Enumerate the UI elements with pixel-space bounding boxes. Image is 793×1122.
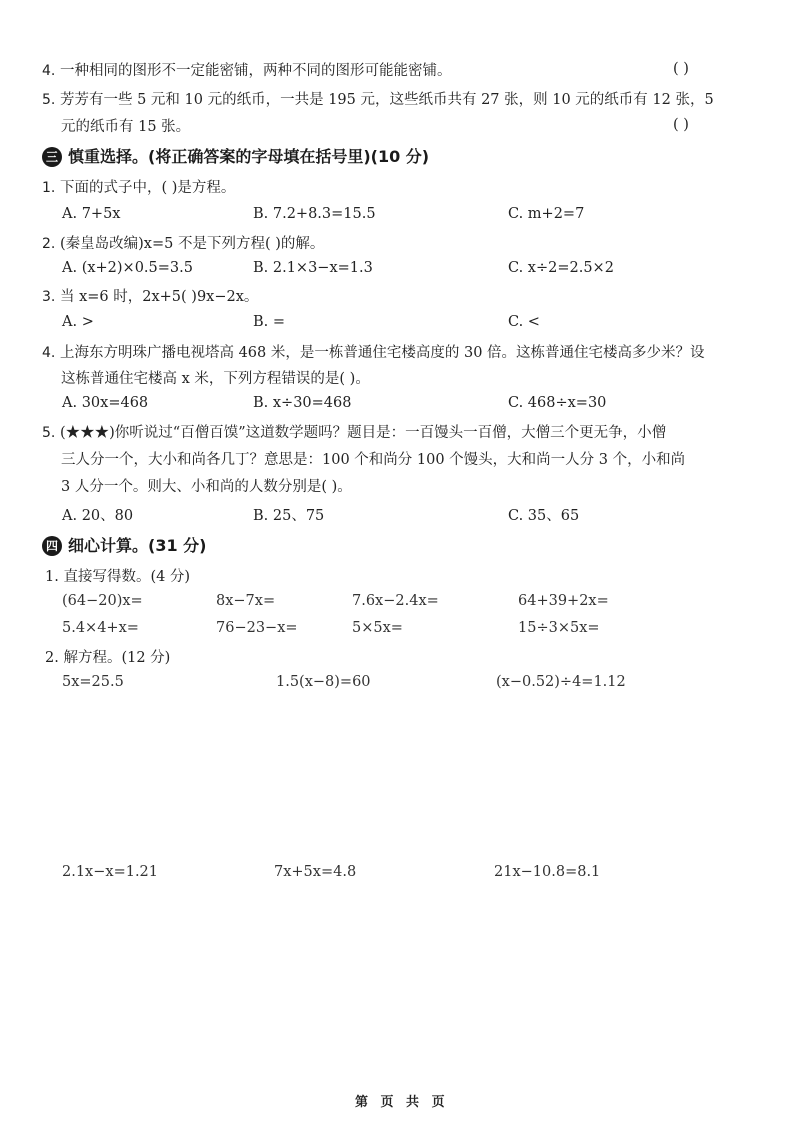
option-c[interactable]: C. m+2=7 xyxy=(508,206,585,222)
question-text: 一种相同的图形不一定能密铺，两种不同的图形可能能密铺。 xyxy=(59,63,452,79)
question-text: 下面的式子中，( )是方程。 xyxy=(59,180,236,196)
calc-item[interactable]: 5×5x= xyxy=(352,620,403,636)
choice-q1 xyxy=(42,178,235,198)
section-3-header xyxy=(42,146,429,168)
calc-item[interactable]: 5.4×4+x= xyxy=(62,620,139,636)
question-number: 5. xyxy=(42,425,56,441)
question-text: (秦皇岛改编)x=5 不是下列方程( )的解。 xyxy=(59,236,325,252)
option-c[interactable]: C. < xyxy=(508,314,540,330)
answer-blank-q4[interactable]: ( ) xyxy=(673,61,689,77)
judgment-q5-line2: 元的纸币有 15 张。 xyxy=(61,119,191,135)
calc-item[interactable]: 15÷3×5x= xyxy=(518,620,600,636)
choice-q3 xyxy=(42,287,258,307)
judgment-q4 xyxy=(42,61,451,81)
question-number: 1. xyxy=(42,180,56,196)
section-4-header xyxy=(42,535,206,557)
equation-item[interactable]: 1.5(x−8)=60 xyxy=(276,674,371,690)
option-b[interactable]: B. 2.1×3−x=1.3 xyxy=(253,260,373,276)
option-a[interactable]: A. 20、80 xyxy=(62,508,134,524)
calc-part1-title: 1. 直接写得数。(4 分) xyxy=(45,569,191,585)
answer-blank-q5[interactable]: ( ) xyxy=(673,117,689,133)
question-text: 当 x=6 时，2x+5( )9x−2x。 xyxy=(59,289,259,305)
judgment-q5 xyxy=(42,90,714,110)
option-c[interactable]: C. 35、65 xyxy=(508,508,580,524)
option-a[interactable]: A. (x+2)×0.5=3.5 xyxy=(62,260,193,276)
option-b[interactable]: B. x÷30=468 xyxy=(253,395,352,411)
option-a[interactable]: A. > xyxy=(62,314,94,330)
question-number: 3. xyxy=(42,289,56,305)
equation-item[interactable]: 7x+5x=4.8 xyxy=(274,864,357,880)
question-number: 5. xyxy=(42,92,56,108)
choice-q4 xyxy=(42,343,705,363)
option-c[interactable]: C. 468÷x=30 xyxy=(508,395,607,411)
calc-item[interactable]: 7.6x−2.4x= xyxy=(352,593,439,609)
question-text-line2: 这栋普通住宅楼高 x 米，下列方程错误的是( )。 xyxy=(61,371,370,387)
question-text-line1: 上海东方明珠广播电视塔高 468 米，是一栋普通住宅楼高度的 30 倍。这栋普通住宅楼高多少米？设 xyxy=(59,345,705,361)
option-b[interactable]: B. 25、75 xyxy=(253,508,325,524)
calc-part2-title: 2. 解方程。(12 分) xyxy=(45,650,171,666)
choice-q2 xyxy=(42,234,324,254)
equation-item[interactable]: (x−0.52)÷4=1.12 xyxy=(496,674,626,690)
equation-item[interactable]: 2.1x−x=1.21 xyxy=(62,864,158,880)
equation-item[interactable]: 21x−10.8=8.1 xyxy=(494,864,601,880)
choice-q5 xyxy=(42,423,666,443)
option-c[interactable]: C. x÷2=2.5×2 xyxy=(508,260,614,276)
option-b[interactable]: B. 7.2+8.3=15.5 xyxy=(253,206,376,222)
section-title: 慎重选择。(将正确答案的字母填在括号里)(10 分) xyxy=(68,147,430,166)
option-a[interactable]: A. 30x=468 xyxy=(62,395,149,411)
calc-item[interactable]: 8x−7x= xyxy=(216,593,276,609)
section-number-badge: 三 xyxy=(42,147,62,167)
page-footer: 第 页 共 页 xyxy=(355,1095,449,1110)
question-text-line2: 三人分一个，大小和尚各几丁？意思是：100 个和尚分 100 个馒头，大和尚一人分 3 个，小和尚 xyxy=(61,452,686,468)
option-a[interactable]: A. 7+5x xyxy=(62,206,121,222)
question-number: 4. xyxy=(42,345,56,361)
question-number: 4. xyxy=(42,63,56,79)
section-number-badge: 四 xyxy=(42,536,62,556)
calc-item[interactable]: 76−23−x= xyxy=(216,620,298,636)
calc-item[interactable]: (64−20)x= xyxy=(62,593,143,609)
option-b[interactable]: B. = xyxy=(253,314,286,330)
question-number: 2. xyxy=(42,236,56,252)
calc-item[interactable]: 64+39+2x= xyxy=(518,593,609,609)
section-title: 细心计算。(31 分) xyxy=(68,536,207,555)
question-text-line1: 芳芳有一些 5 元和 10 元的纸币，一共是 195 元，这些纸币共有 27 张，则 10 元的纸币有 12 张，5 xyxy=(59,92,714,108)
equation-item[interactable]: 5x=25.5 xyxy=(62,674,124,690)
question-text-line3: 3 人分一个。则大、小和尚的人数分别是( )。 xyxy=(61,479,352,495)
question-text-line1: (★★★)你听说过“百僧百馍”这道数学题吗？题目是：一百馒头一百僧，大僧三个更无争，小僧 xyxy=(59,425,667,441)
